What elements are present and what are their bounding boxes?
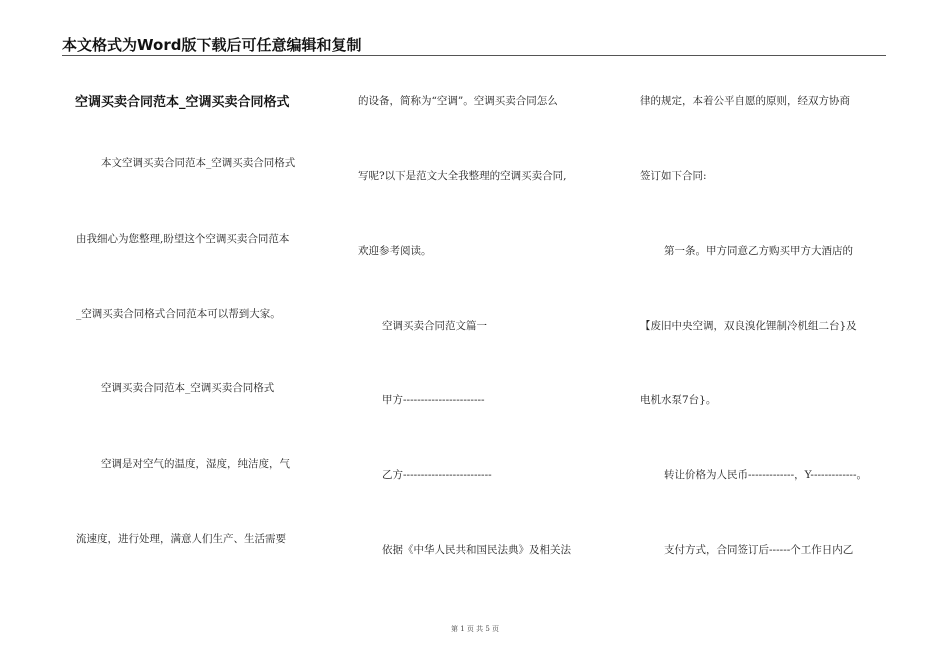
price-line: 转让价格为人民币-------------，Y-------------。	[664, 469, 868, 481]
page-number-footer: 第 1 页 共 5 页	[450, 625, 500, 633]
paragraph-line: 的设备，简称为“空调”。空调买卖合同怎么	[358, 95, 558, 107]
paragraph-line: 第一条。甲方同意乙方购买甲方大酒店的	[664, 245, 853, 257]
section-heading: 空调买卖合同范文篇一	[382, 320, 487, 332]
header-divider	[62, 55, 886, 56]
paragraph-line: 签订如下合同:	[640, 170, 707, 182]
document-header-title: 本文格式为Word版下载后可任意编辑和复制	[62, 36, 362, 54]
paragraph-line: 流速度，进行处理，满意人们生产、生活需要	[76, 533, 286, 545]
paragraph-line: 由我细心为您整理,盼望这个空调买卖合同范本	[76, 233, 290, 245]
party-a-line: 甲方-----------------------	[382, 394, 485, 406]
paragraph-line: 【废旧中央空调，双良溴化锂制冷机组二台}及	[640, 320, 857, 332]
document-title: 空调买卖合同范本_空调买卖合同格式	[75, 95, 290, 110]
paragraph-line: 本文空调买卖合同范本_空调买卖合同格式	[101, 157, 296, 169]
paragraph-line: 空调是对空气的温度，湿度，纯洁度，气	[101, 458, 290, 470]
paragraph-line: 依据《中华人民共和国民法典》及相关法	[382, 544, 571, 556]
paragraph-line: 空调买卖合同范本_空调买卖合同格式	[101, 382, 275, 394]
party-b-line: 乙方-------------------------	[382, 469, 492, 481]
paragraph-line: 欢迎参考阅读。	[358, 245, 432, 257]
paragraph-line: 电机水泵7台}。	[640, 394, 717, 406]
paragraph-line: 律的规定，本着公平自愿的原则，经双方协商	[640, 95, 850, 107]
payment-line: 支付方式，合同签订后------个工作日内乙	[664, 544, 854, 556]
paragraph-line: _空调买卖合同格式合同范本可以帮到大家。	[76, 308, 281, 320]
paragraph-line: 写呢?以下是范文大全我整理的空调买卖合同,	[358, 170, 567, 182]
